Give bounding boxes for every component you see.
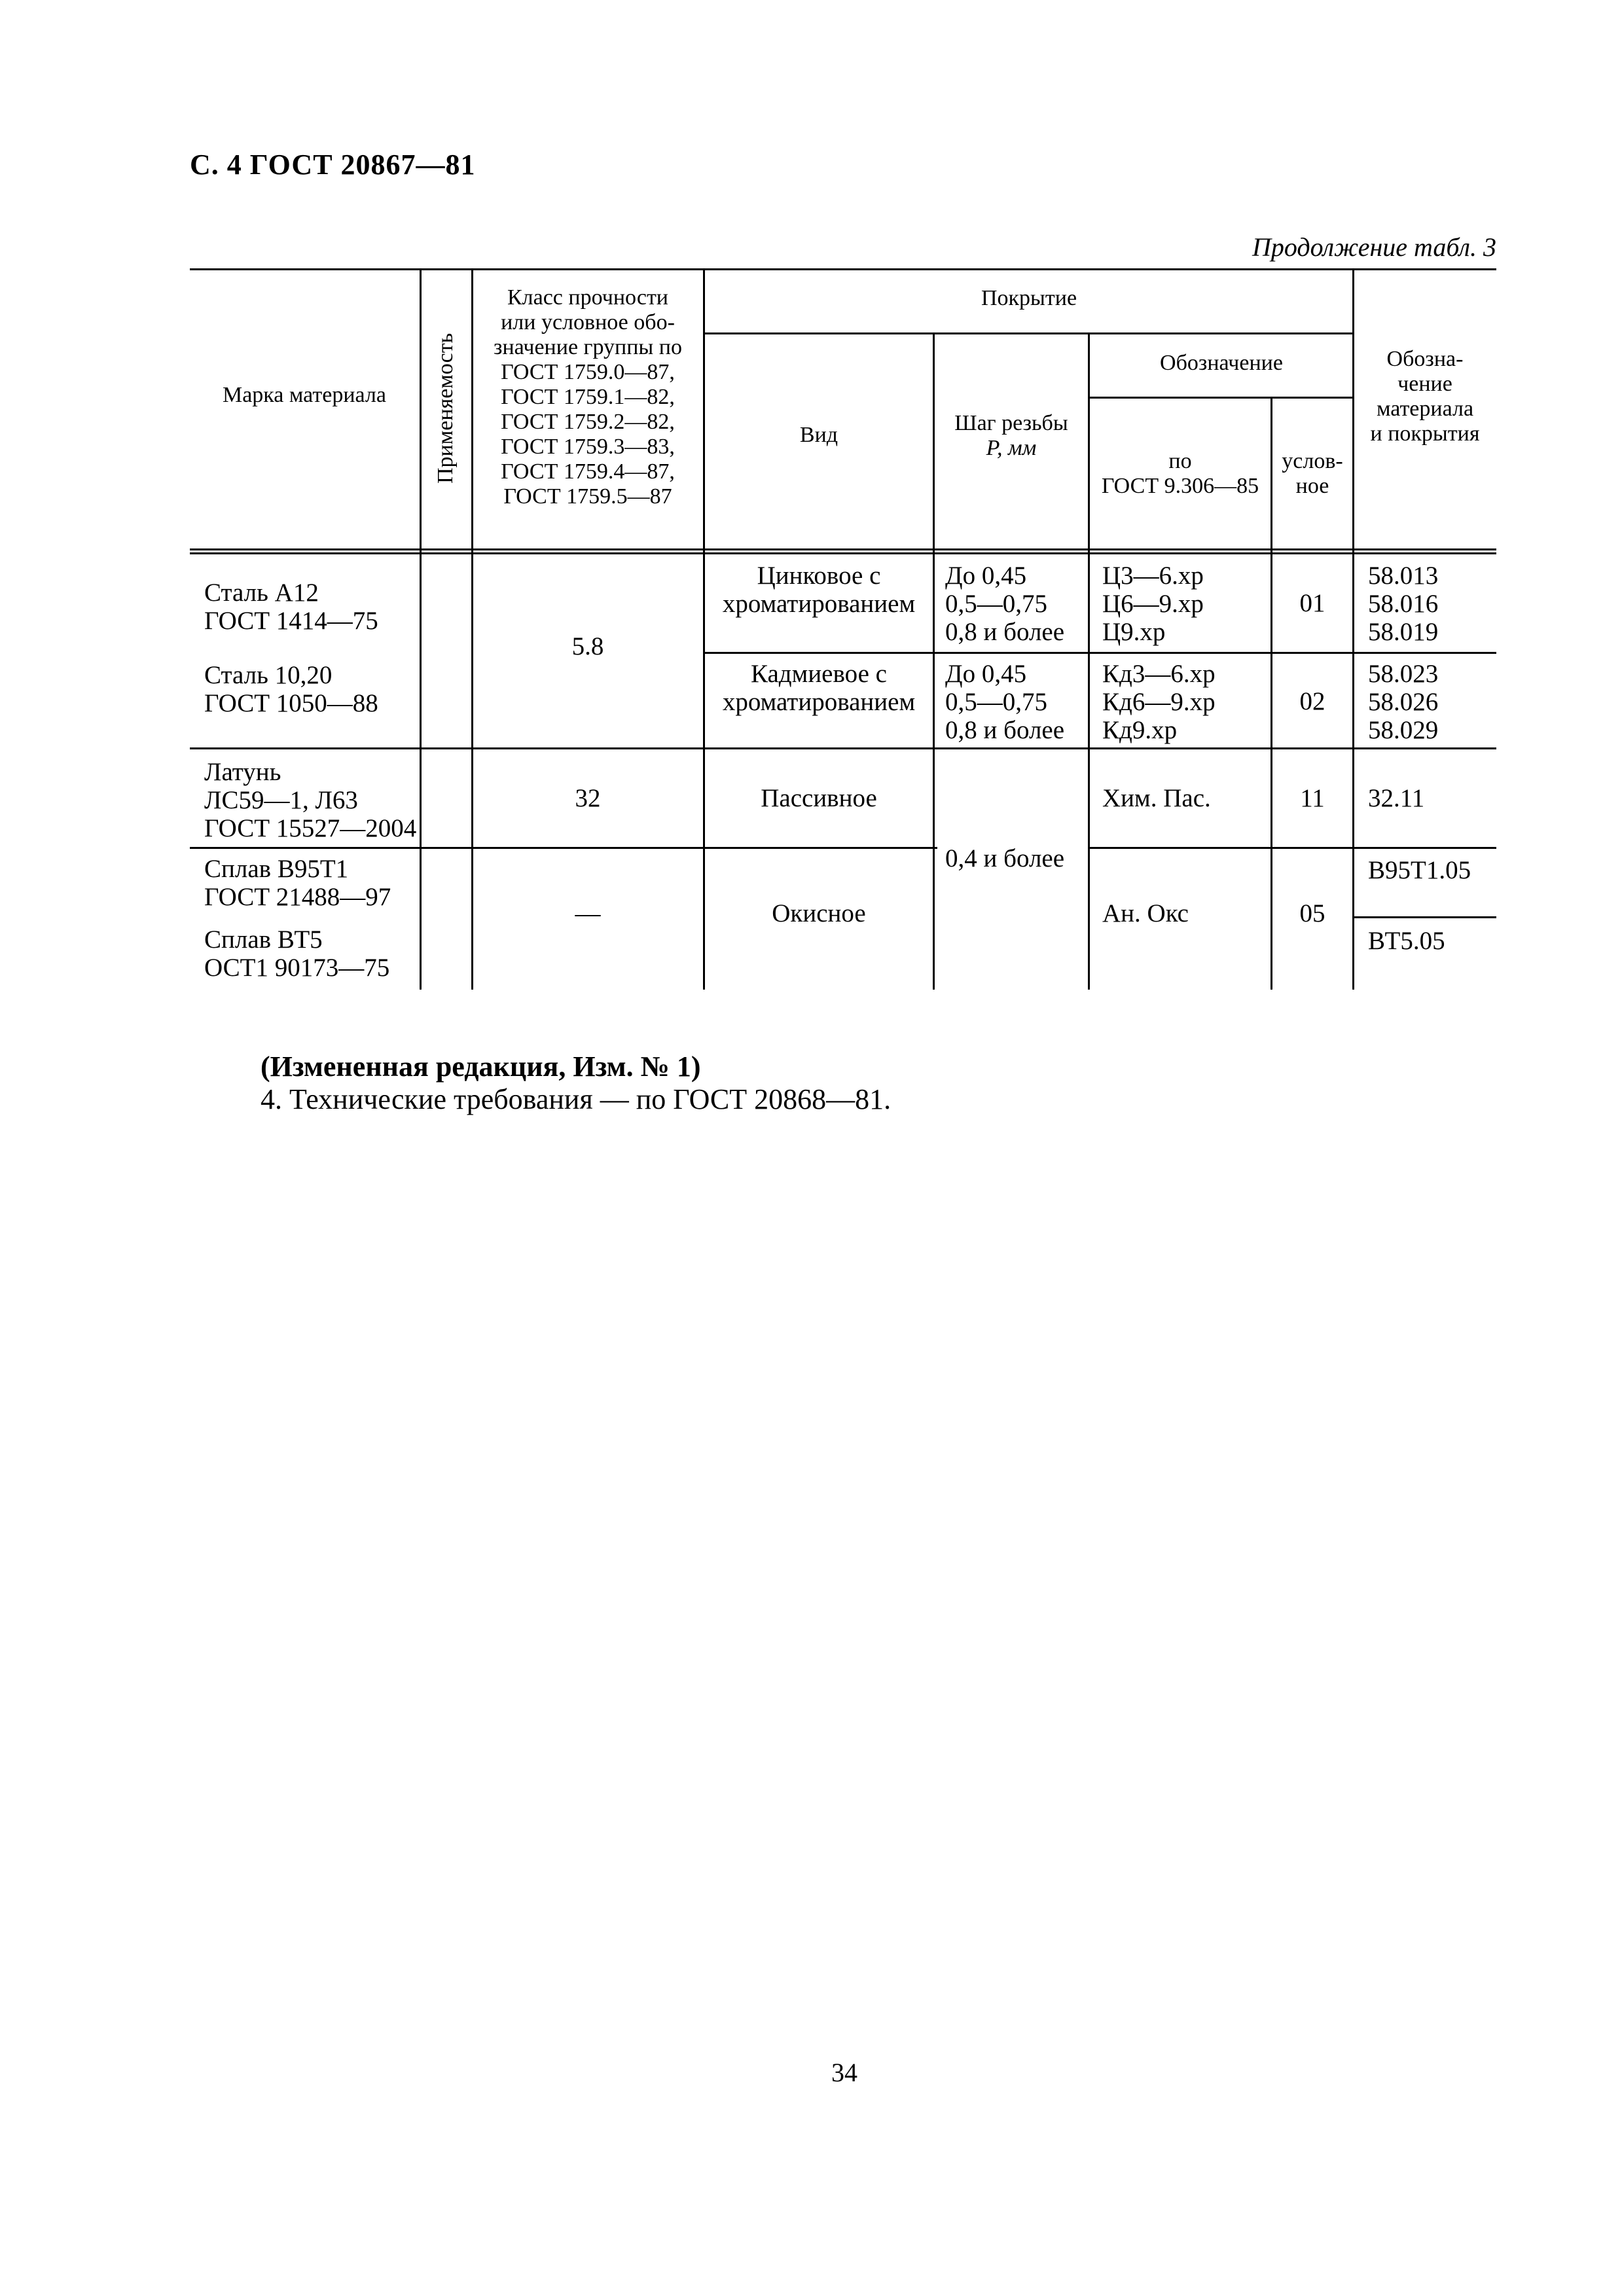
strength-value: 32	[575, 784, 601, 812]
material-coating-code: В95Т1.05	[1368, 856, 1471, 884]
header-pitch: Шаг резьбы P, мм	[954, 411, 1068, 460]
material-coating-code: 58.023 58.026 58.029	[1368, 660, 1439, 744]
technical-requirements-note: 4. Технические требования — по ГОСТ 20868—81.	[261, 1083, 892, 1115]
designation-gost: Ан. Окс	[1102, 899, 1189, 927]
page-number: 34	[831, 2058, 857, 2087]
header-material-coating: Обозна- чение материала и покрытия	[1370, 347, 1480, 446]
material-coating-code: 32.11	[1368, 784, 1425, 812]
revision-note: (Измененная редакция, Изм. № 1)	[261, 1050, 701, 1083]
header-coating-type: Вид	[799, 423, 838, 447]
coating-type: Пассивное	[761, 784, 877, 812]
material-steel-a12: Сталь А12 ГОСТ 1414—75	[204, 579, 378, 635]
material-steel-10-20: Сталь 10,20 ГОСТ 1050—88	[204, 661, 378, 717]
conventional-code: 02	[1299, 687, 1325, 715]
designation-gost: Кд3—6.хр Кд6—9.хр Кд9.хр	[1102, 660, 1216, 744]
material-brass: Латунь ЛС59—1, Л63 ГОСТ 15527—2004	[204, 758, 417, 842]
header-coating: Покрытие	[981, 286, 1077, 310]
header-applicability: Применяемость	[433, 332, 458, 484]
header-conventional: услов- ное	[1282, 449, 1343, 498]
header-designation: Обозначение	[1160, 351, 1283, 375]
header-material: Марка материала	[222, 383, 386, 407]
material-coating-code: 58.013 58.016 58.019	[1368, 562, 1439, 646]
pitch-values: До 0,45 0,5—0,75 0,8 и более	[945, 562, 1065, 646]
conventional-code: 01	[1299, 589, 1325, 617]
strength-value: 5.8	[571, 632, 604, 660]
conventional-code: 05	[1299, 899, 1325, 927]
conventional-code: 11	[1300, 784, 1325, 812]
strength-value: —	[575, 899, 601, 927]
page-title: С. 4 ГОСТ 20867—81	[190, 149, 476, 181]
coating-type: Кадмиевое с хроматированием	[722, 660, 916, 716]
table-continuation-label: Продолжение табл. 3	[1252, 232, 1496, 262]
designation-gost: Ц3—6.хр Ц6—9.хр Ц9.хр	[1102, 562, 1204, 646]
designation-gost: Хим. Пас.	[1102, 784, 1211, 812]
header-by-gost: по ГОСТ 9.306—85	[1101, 449, 1259, 498]
header-strength: Класс прочности или условное обо- значение группы по ГОСТ 1759.0—87, ГОСТ 1759.1—82, ГОСТ 1759.2—82, ГОСТ 1759.3—83, ГОСТ 1759.4—87, ГОСТ 1759.5—87	[494, 285, 682, 509]
coating-type: Цинковое с хроматированием	[722, 562, 916, 618]
pitch-values: До 0,45 0,5—0,75 0,8 и более	[945, 660, 1065, 744]
material-coating-code: ВТ5.05	[1368, 927, 1445, 955]
material-alloy-v95t1: Сплав В95Т1 ГОСТ 21488—97	[204, 855, 391, 911]
coating-type: Окисное	[772, 899, 866, 927]
material-alloy-vt5: Сплав ВТ5 ОСТ1 90173—75	[204, 925, 390, 982]
pitch-values: 0,4 и более	[945, 844, 1065, 872]
